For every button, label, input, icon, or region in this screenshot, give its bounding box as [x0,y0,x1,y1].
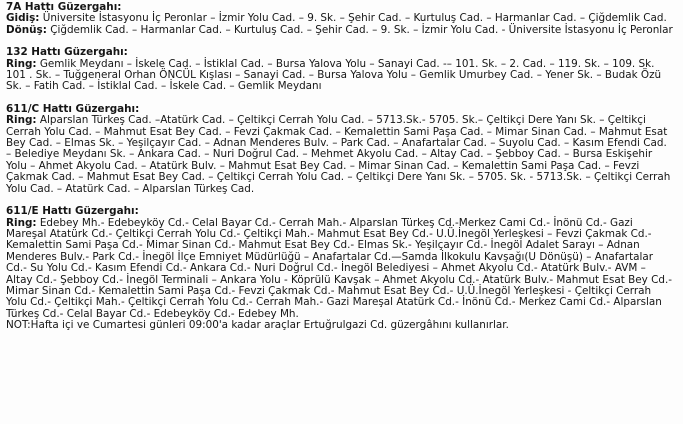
route-title: 7A Hattı Güzergahı: [6,1,122,13]
route-stops: Çiğdemlik Cad. – Harmanlar Cad. – Kurtuluş Cad. – Şehir Cad. – 9. Sk. – İzmir Yolu Cad. - Üniversite İstasyonu İç Peronlar [46,23,673,36]
route-stops: Edebey Mh.- Edebeyköy Cd.- Celal Bayar Cd.- Cerrah Mah.- Alparslan Türkeş Cd.-Merkez Cami Cd.- İnönü Cd.- Gazi Mareşal Atatürk Cd.- Çeltikçi Cerrah Yolu Cd.- Çeltikçi Mah.- Mahmut Esat Bey Cd.- U.Ü.İnegöl Yerleşkesi – Fevzi Çakmak Cd.- Kemalettin Sami Paşa Cd.- Mimar Sinan Cd.- Mahmut Esat Bey Cd.- Elmas Sk.- Yeşilçayır Cd.- İnegöl Adalet Sarayı – Adnan Menderes Bulv.- Park Cd.- İnegöl İlçe Emniyet Müdürlüğü – Anafartalar Cd.—Samda İlkokulu Kavşağı(U Dönüşü) – Anafartalar Cd.- Su Yolu Cd.- Kasım Efendi Cd.- Ankara Cd.- Nuri Doğrul Cd.- İnegöl Belediyesi – Ahmet Akyolu Cd.- Atatürk Bulv.- AVM – Altay Cd.- Şebboy Cd.- İnegöl Terminali – Ankara Yolu - Köprülü Kavşak – Ahmet Akyolu Cd.- Atatürk Bulv.- Mahmut Esat Bey Cd.- Mimar Sinan Cd.- Kemalettin Sami Paşa Cd.- Fevzi Çakmak Cd.- Mahmut Esat Bey Cd.- U.Ü.İnegöl Yerleşkesi - Çeltikçi Cerrah Yolu Cd.- Çeltikçi Mah.- Çeltikçi Cerrah Yolu Cd.- Cerrah Mah.- Gazi Mareşal Atatürk Cd.- İnönü Cd.- Merkez Cami Cd.- Alparslan Türkeş Cd.- Celal Bayar Cd.- Edebeyköy Cd.- Edebey Mh. [6,216,673,320]
route-611c [6,104,675,195]
route-line-ring [6,218,675,321]
route-stops: Üniversite İstasyonu İç Peronlar – İzmir Yolu Cad. – 9. Sk. – Şehir Cad. – Kurtuluş Cad. – Harmanlar Cad. – Çiğdemlik Cad. [39,12,667,25]
route-note: NOT:Hafta içi ve Cumartesi günleri 09:00'a kadar araçlar Ertuğrulgazi Cd. güzergâhını kullanırlar. [6,319,509,332]
direction-label: Dönüş: [6,23,47,36]
direction-label: Gidiş: [6,12,40,25]
direction-label: Ring: [6,114,37,127]
route-line-donus [6,25,675,36]
route-7a [6,2,675,36]
route-title: 611/E Hattı Güzergahı: [6,205,139,218]
route-132 [6,47,675,93]
route-title: 132 Hattı Güzergahı: [6,46,128,59]
route-line-ring [6,59,675,93]
route-line-ring [6,115,675,195]
direction-label: Ring: [6,216,37,229]
route-stops: Alparslan Türkeş Cad. –Atatürk Cad. – Çeltikçi Cerrah Yolu Cad. – 5713.Sk.- 5705. Sk.– Çeltikçi Dere Yanı Sk. – Çeltikçi Cerrah Yolu Cad. – Mahmut Esat Bey Cad. – Fevzi Çakmak Cad. – Kemalettin Sami Paşa Cad. – Mimar Sinan Cad. – Mahmut Esat Bey Cad. – Elmas Sk. – Yeşilçayır Cad. – Adnan Menderes Bulv. – Park Cad. – Anafartalar Cad. – Suyolu Cad. – Kasım Efendi Cad. – Belediye Meydanı Sk. – Ankara Cad. – Nuri Doğrul Cad. – Mehmet Akyolu Cad. – Altay Cad. – Şebboy Cad. – Bursa Eskişehir Yolu – Ahmet Akyolu Cad. – Atatürk Bulv. – Mahmut Esat Bey Cad. – Mimar Sinan Cad. – Kemalettin Sami Paşa Cad. – Fevzi Çakmak Cad. – Mahmut Esat Bey Cad. – Çeltikçi Cerrah Yolu Cad. – Çeltikçi Dere Yanı Sk. – 5705. Sk. - 5713.Sk. – Çeltikçi Cerrah Yolu Cad. – Atatürk Cad. – Alparslan Türkeş Cad. [6,114,671,195]
route-stops: Gemlik Meydanı – İskele Cad. – İstiklal Cad. – Bursa Yalova Yolu – Sanayi Cad. -– 101. Sk. – 2. Cad. – 119. Sk. – 109. Sk. 101 . Sk. – Tuğgeneral Orhan ÖNCÜL Kışlası – Sanayi Cad. – Bursa Yalova Yolu – Gemlik Umurbey Cad. – Yener Sk. – Budak Özü Sk. – Fatih Cad. – İstiklal Cad. – İskele Cad. – Gemlik Meydanı [6,57,662,93]
direction-label: Ring: [6,57,37,70]
route-title: 611/C Hattı Güzergahı: [6,102,140,115]
route-611e [6,206,675,331]
